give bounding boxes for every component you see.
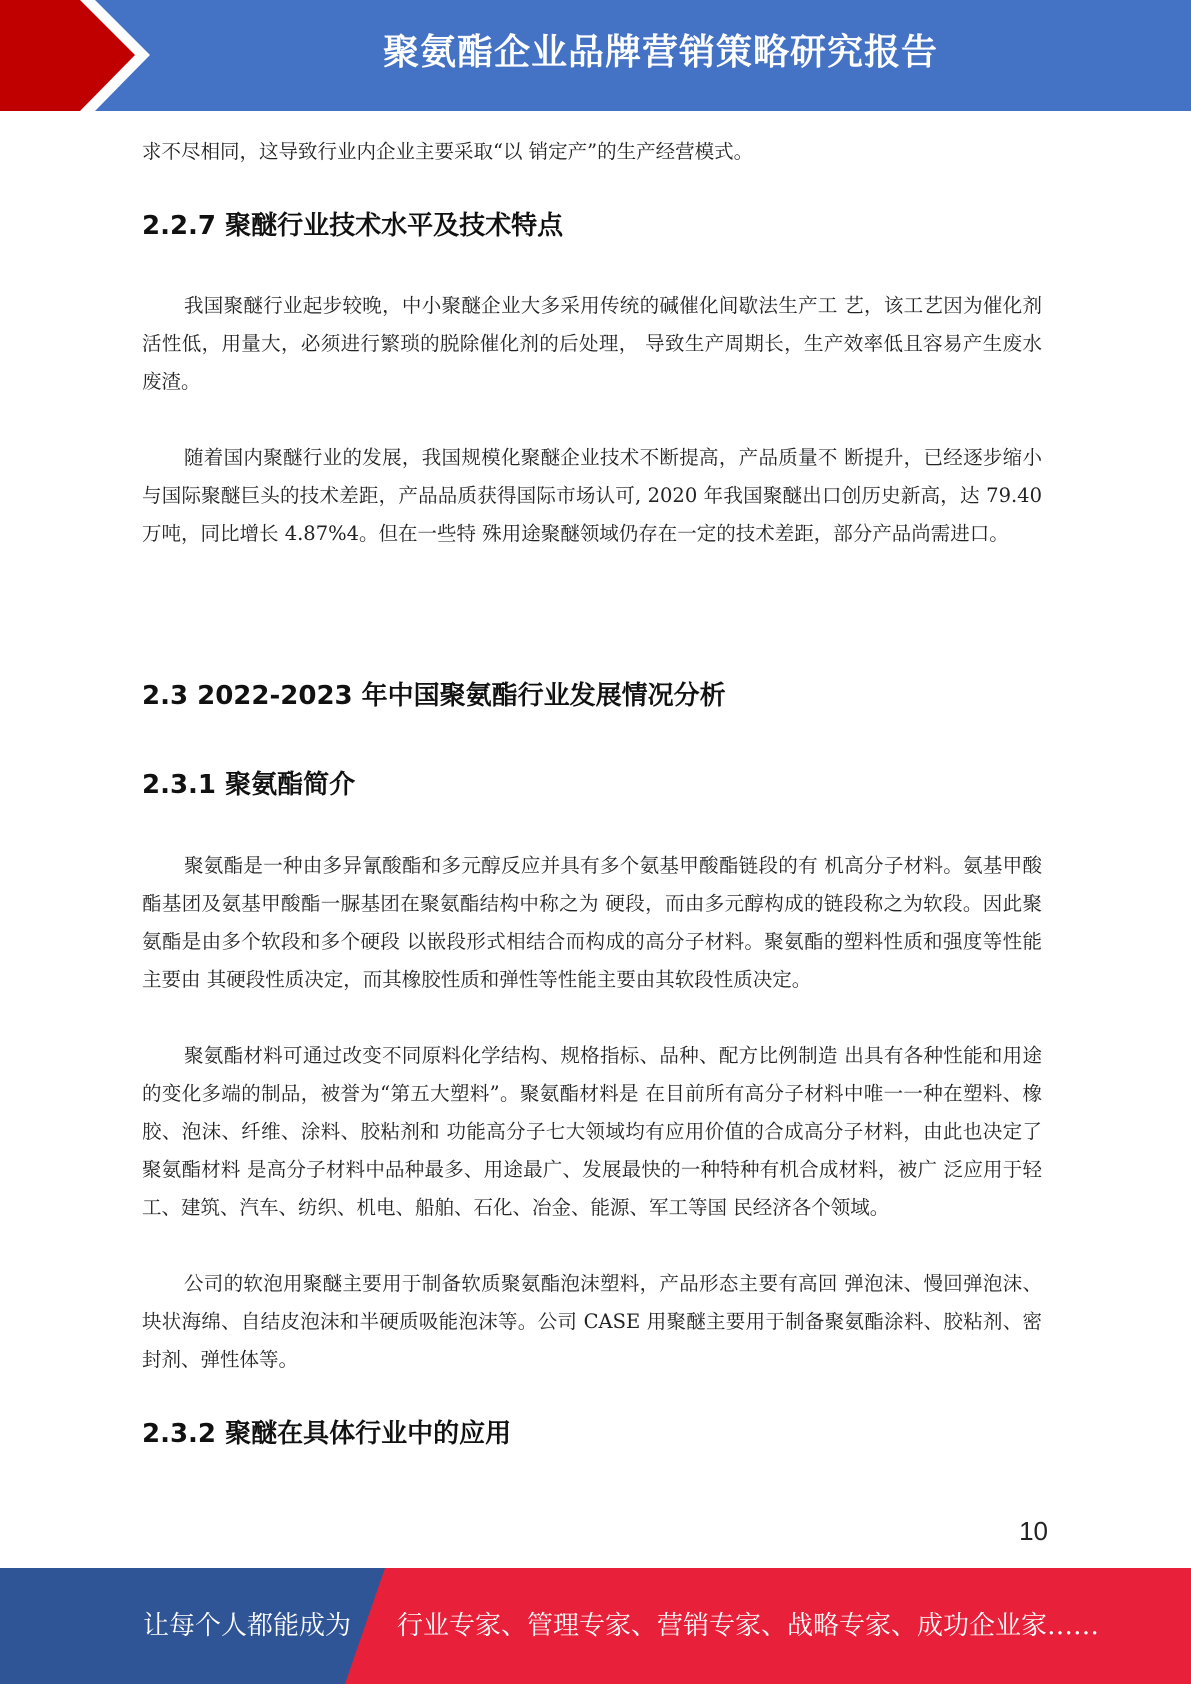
paragraph-2-2-7-1: 我国聚醚行业起步较晚，中小聚醚企业大多采用传统的碱催化间歇法生产工 艺，该工艺因为催化剂活性低，用量大，必须进行繁琐的脱除催化剂的后处理， 导致生产周期长，生产效率低且容易产生废水废渣。 xyxy=(142,294,1042,393)
report-title: 聚氨酯企业品牌营销策略研究报告 xyxy=(382,32,938,73)
page-footer xyxy=(0,1568,1191,1684)
paragraph-2-3-1-1: 聚氨酯是一种由多异氰酸酯和多元醇反应并具有多个氨基甲酸酯链段的有 机高分子材料。氨基甲酸酯基团及氨基甲酸酯一脲基团在聚氨酯结构中称之为 硬段，而由多元醇构成的链段称之为软段。因此聚氨酯是由多个软段和多个硬段 以嵌段形式相结合而构成的高分子材料。聚氨酯的塑料性质和强度等性能主要由 其硬段性质决定，而其橡胶性质和弹性等性能主要由其软段性质决定。 xyxy=(142,854,1042,991)
footer-slogan-left: 让每个人都能成为 xyxy=(143,1611,352,1641)
page-number: 10 xyxy=(1019,1516,1048,1546)
paragraph-2-2-7-2: 随着国内聚醚行业的发展，我国规模化聚醚企业技术不断提高，产品质量不 断提升，已经逐步缩小与国际聚醚巨头的技术差距，产品品质获得国际市场认可, 2020 年我国聚醚出口创历史新高，达 79.40 万吨，同比增长 4.87%4。但在一些特 殊用途聚醚领域仍存在一定的技术差距，部分产品尚需进口。 xyxy=(142,446,1042,545)
paragraph-2-3-1-3: 公司的软泡用聚醚主要用于制备软质聚氨酯泡沫塑料，产品形态主要有高回 弹泡沫、慢回弹泡沫、块状海绵、自结皮泡沫和半硬质吸能泡沫等。公司 CASE 用聚醚主要用于制备聚氨酯涂料、胶粘剂、密封剂、弹性体等。 xyxy=(142,1272,1042,1371)
heading-2-3-1: 2.3.1 聚氨酯简介 xyxy=(142,770,356,800)
page-header xyxy=(0,0,1191,111)
paragraph-2-3-1-2: 聚氨酯材料可通过改变不同原料化学结构、规格指标、品种、配方比例制造 出具有各种性能和用途的变化多端的制品，被誉为“第五大塑料”。聚氨酯材料是 在目前所有高分子材料中唯一一种在塑料、橡胶、泡沫、纤维、涂料、胶粘剂和 功能高分子七大领域均有应用价值的合成高分子材料，由此也决定了聚氨酯材料 是高分子材料中品种最多、用途最广、发展最快的一种特种有机合成材料，被广 泛应用于轻工、建筑、汽车、纺织、机电、船舶、石化、冶金、能源、军工等国 民经济各个领域。 xyxy=(142,1044,1042,1219)
heading-2-3-2: 2.3.2 聚醚在具体行业中的应用 xyxy=(142,1419,512,1449)
footer-slogan-right: 行业专家、管理专家、营销专家、战略专家、成功企业家…… xyxy=(397,1611,1100,1641)
paragraph-intro: 求不尽相同，这导致行业内企业主要采取“以 销定产”的生产经营模式。 xyxy=(142,140,754,163)
heading-2-2-7: 2.2.7 聚醚行业技术水平及技术特点 xyxy=(142,211,564,241)
heading-2-3: 2.3 2022-2023 年中国聚氨酯行业发展情况分析 xyxy=(142,681,726,711)
